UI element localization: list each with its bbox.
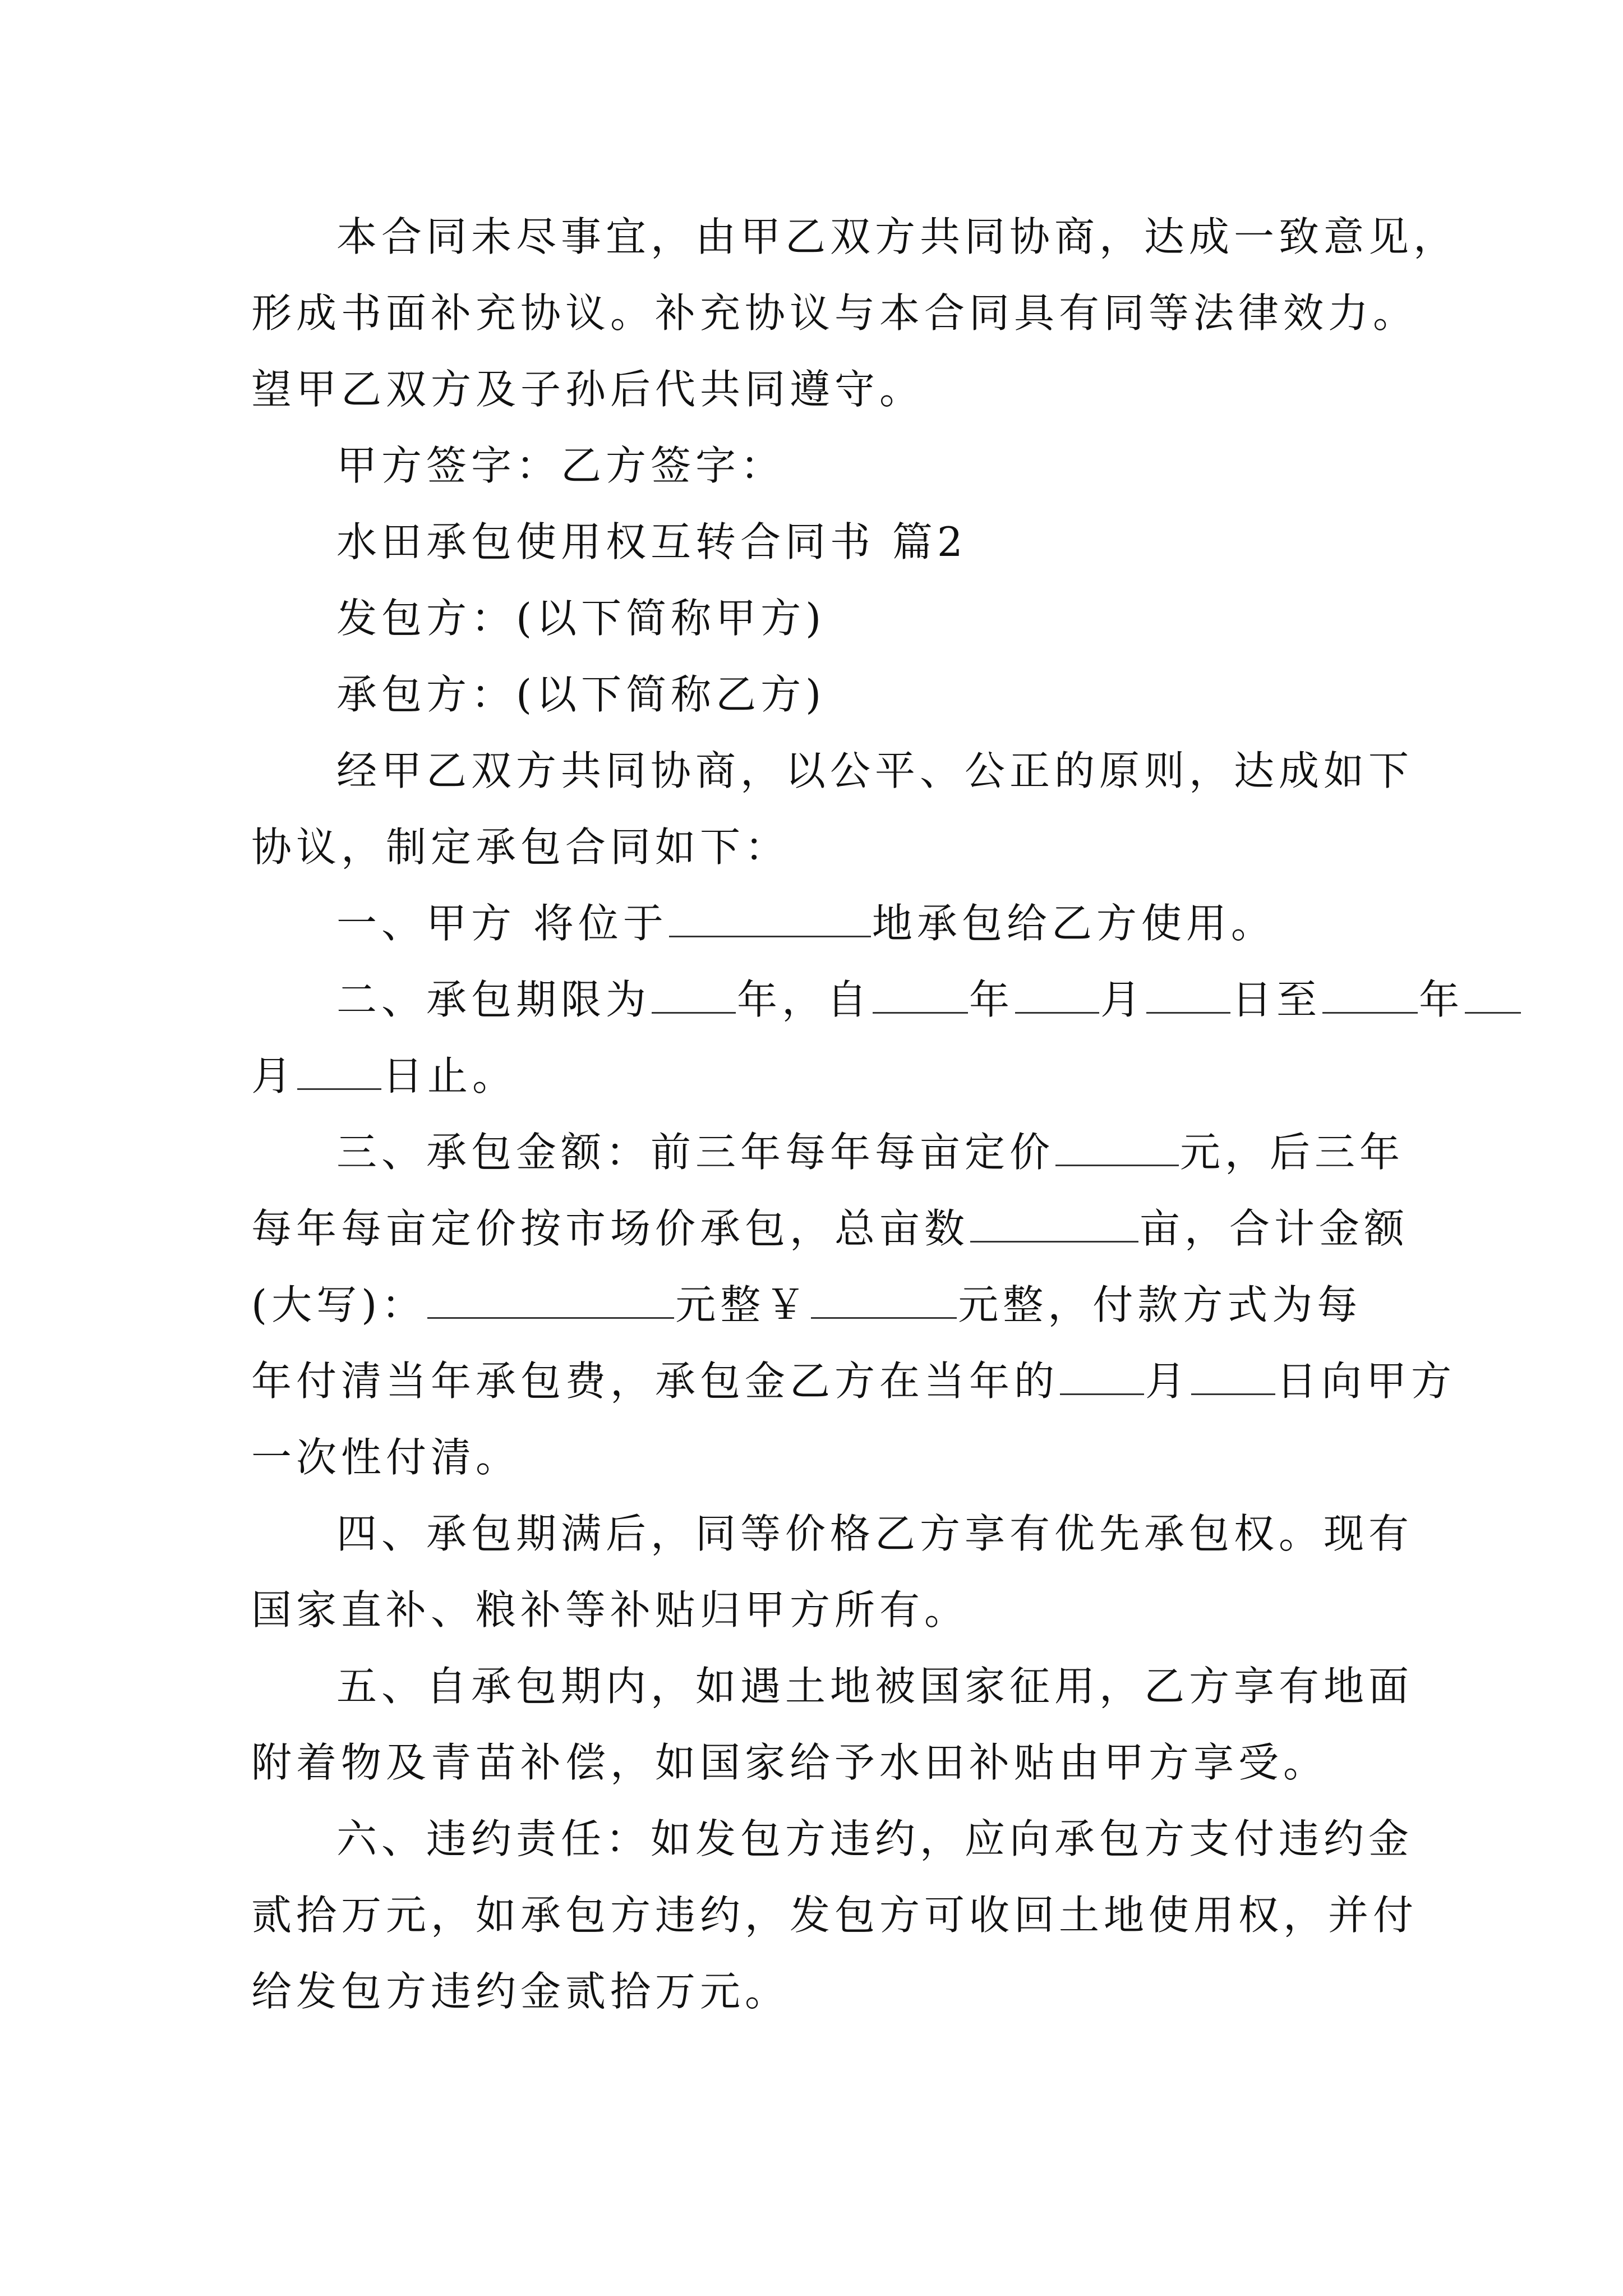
- clause-text: 一、甲方 将位于: [336, 900, 668, 947]
- paragraph-line: 望甲乙双方及子孙后代共同遵守。: [251, 366, 925, 413]
- clause-text: 月: [1145, 1358, 1191, 1405]
- clause-text: 三、承包金额：前三年每年每亩定价: [336, 1129, 1055, 1176]
- blank-field: [1146, 977, 1230, 1014]
- clause-text: 年: [1419, 976, 1464, 1023]
- clause-3-cont: [251, 1200, 1409, 1257]
- blank-field: [1322, 977, 1418, 1014]
- blank-field: [811, 1282, 957, 1319]
- clause-text: 日至: [1232, 976, 1322, 1023]
- clause-text: (大写)：: [251, 1281, 427, 1328]
- issuer-line: 发包方：(以下简称甲方): [336, 595, 826, 642]
- clause-text: 日止。: [382, 1052, 518, 1099]
- signature-line: 甲方签字：乙方签字：: [336, 442, 786, 489]
- clause-3-cont: [251, 1353, 1456, 1409]
- blank-field: [1191, 1359, 1275, 1395]
- blank-field: [970, 1206, 1138, 1243]
- clause-1: [336, 895, 1276, 951]
- contractor-line: 承包方：(以下简称乙方): [336, 671, 826, 718]
- blank-field: [1055, 1130, 1179, 1166]
- paragraph-line: 经甲乙双方共同协商，以公平、公正的原则，达成如下: [336, 747, 1414, 794]
- clause-4-cont: 国家直补、粮补等补贴归甲方所有。: [251, 1586, 970, 1634]
- clause-6-cont: 给发包方违约金贰拾万元。: [251, 1968, 790, 2015]
- blank-field: [297, 1053, 381, 1090]
- blank-field: [1015, 977, 1099, 1014]
- clause-text: 每年每亩定价按市场价承包，总亩数: [251, 1205, 970, 1252]
- clause-text: 日向甲方: [1276, 1358, 1456, 1405]
- clause-text: 二、承包期限为: [336, 976, 651, 1023]
- paragraph-line: 协议，制定承包合同如下：: [251, 823, 790, 871]
- clause-2: [336, 972, 1522, 1028]
- clause-6-cont: 贰拾万元，如承包方违约，发包方可收回土地使用权，并付: [251, 1892, 1418, 1939]
- paragraph-line: 本合同未尽事宜，由甲乙双方共同协商，达成一致意见，: [336, 213, 1459, 260]
- clause-text: 年，自: [737, 976, 872, 1023]
- clause-text: 月: [251, 1052, 297, 1099]
- clause-5: 五、自承包期内，如遇土地被国家征用，乙方享有地面: [336, 1663, 1414, 1710]
- clause-text: 元整，付款方式为每: [958, 1281, 1362, 1328]
- blank-field: [1465, 977, 1521, 1014]
- clause-text: 月: [1100, 976, 1146, 1023]
- clause-text: 亩，合计金额: [1140, 1205, 1409, 1252]
- clause-5-cont: 附着物及青苗补偿，如国家给予水田补贴由甲方享受。: [251, 1739, 1329, 1786]
- paragraph-line: 形成书面补充协议。补充协议与本合同具有同等法律效力。: [251, 289, 1418, 337]
- clause-2-cont: [251, 1048, 517, 1104]
- blank-field: [1060, 1359, 1144, 1395]
- clause-3-cont: 一次性付清。: [251, 1434, 521, 1481]
- blank-field: [652, 977, 736, 1014]
- blank-field: [669, 901, 871, 937]
- clause-4: 四、承包期满后，同等价格乙方享有优先承包权。现有: [336, 1510, 1414, 1557]
- blank-field: [873, 977, 968, 1014]
- clause-text: 元，后三年: [1180, 1129, 1405, 1176]
- clause-text: 地承包给乙方使用。: [872, 900, 1276, 947]
- blank-field: [427, 1282, 674, 1319]
- clause-text: 元整￥: [675, 1281, 810, 1328]
- clause-3: [336, 1124, 1404, 1180]
- section-title: 水田承包使用权互转合同书 篇2: [336, 518, 967, 565]
- clause-6: 六、违约责任：如发包方违约，应向承包方支付违约金: [336, 1815, 1414, 1862]
- clause-3-cont: [251, 1277, 1362, 1333]
- clause-text: 年: [969, 976, 1015, 1023]
- clause-text: 年付清当年承包费，承包金乙方在当年的: [251, 1358, 1059, 1405]
